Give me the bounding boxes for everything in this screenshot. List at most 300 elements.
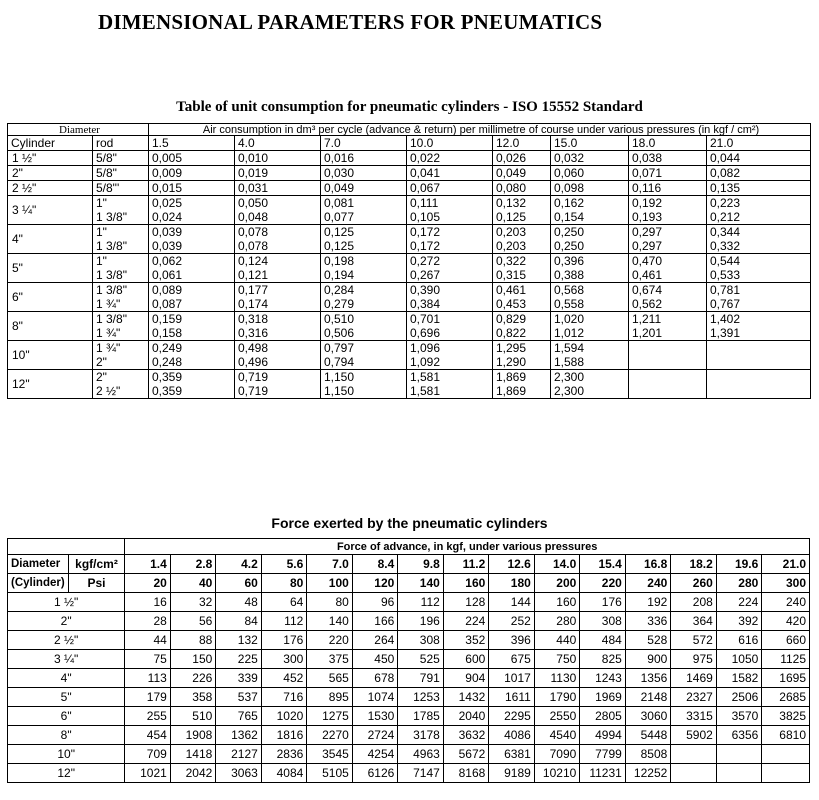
value-cell: 32 — [170, 593, 216, 612]
value-cell: 0,049 — [493, 166, 551, 181]
value-cell: 1275 — [307, 707, 353, 726]
value-cell: 0,009 — [149, 166, 235, 181]
table-row — [8, 166, 811, 181]
table-row — [8, 631, 810, 650]
table-row — [8, 355, 811, 370]
value-cell: 0,192 — [629, 196, 707, 211]
value-cell: 12252 — [625, 764, 671, 783]
value-cell: 0,701 — [407, 312, 493, 327]
value-cell: 0,172 — [407, 239, 493, 254]
cylinder-cell: 1 ½" — [8, 151, 93, 166]
value-cell: 0,044 — [707, 151, 811, 166]
value-cell: 454 — [125, 726, 171, 745]
value-cell: 0,203 — [493, 225, 551, 240]
value-cell: 0,039 — [149, 225, 235, 240]
value-cell: 1074 — [352, 688, 398, 707]
value-cell: 6810 — [762, 726, 810, 745]
psi-header: 240 — [625, 574, 671, 593]
rod-cell: 1 ¾" — [93, 341, 149, 356]
value-cell: 166 — [352, 612, 398, 631]
cylinder-cell: 2" — [8, 166, 93, 181]
value-cell: 10210 — [534, 764, 580, 783]
kgf-header: 9.8 — [398, 555, 444, 574]
value-cell: 5672 — [443, 745, 489, 764]
value-cell: 252 — [489, 612, 535, 631]
value-cell: 825 — [580, 650, 626, 669]
psi-header: 260 — [671, 574, 717, 593]
value-cell: 5105 — [307, 764, 353, 783]
diameter-header: Diameter — [8, 124, 149, 136]
value-cell: 1816 — [261, 726, 307, 745]
value-cell: 0,384 — [407, 297, 493, 312]
table-row — [8, 196, 811, 211]
table-row — [8, 384, 811, 399]
cylinder-cell: 12" — [8, 370, 93, 399]
value-cell: 1695 — [762, 669, 810, 688]
value-cell: 0,026 — [493, 151, 551, 166]
value-cell: 1243 — [580, 669, 626, 688]
value-cell: 0,049 — [321, 181, 407, 196]
value-cell: 64 — [261, 593, 307, 612]
psi-header: 40 — [170, 574, 216, 593]
value-cell: 537 — [216, 688, 262, 707]
value-cell: 0,794 — [321, 355, 407, 370]
value-cell: 0,154 — [551, 210, 629, 225]
value-cell: 0,284 — [321, 283, 407, 298]
table-row — [8, 268, 811, 283]
value-cell: 3063 — [216, 764, 262, 783]
value-cell: 1,201 — [629, 326, 707, 341]
value-cell — [716, 745, 762, 764]
value-cell: 0,071 — [629, 166, 707, 181]
table-row — [8, 181, 811, 196]
value-cell: 0,250 — [551, 225, 629, 240]
value-cell: 5448 — [625, 726, 671, 745]
value-cell: 0,078 — [235, 239, 321, 254]
value-cell: 0,025 — [149, 196, 235, 211]
value-cell: 0,016 — [321, 151, 407, 166]
value-cell: 0,132 — [493, 196, 551, 211]
value-cell: 8508 — [625, 745, 671, 764]
rod-cell: 1 ¾" — [93, 297, 149, 312]
value-cell: 0,125 — [321, 239, 407, 254]
value-cell: 8168 — [443, 764, 489, 783]
value-cell: 2550 — [534, 707, 580, 726]
value-cell: 0,396 — [551, 254, 629, 269]
value-cell: 113 — [125, 669, 171, 688]
value-cell: 224 — [716, 593, 762, 612]
value-cell: 1,588 — [551, 355, 629, 370]
value-cell: 1,150 — [321, 370, 407, 385]
value-cell: 176 — [580, 593, 626, 612]
value-cell: 4086 — [489, 726, 535, 745]
rod-cell: 1" — [93, 225, 149, 240]
value-cell: 0,174 — [235, 297, 321, 312]
value-cell: 0,125 — [493, 210, 551, 225]
value-cell: 179 — [125, 688, 171, 707]
value-cell: 375 — [307, 650, 353, 669]
value-cell: 0,005 — [149, 151, 235, 166]
value-cell: 226 — [170, 669, 216, 688]
rod-cell: 1 3/8" — [93, 268, 149, 283]
cylinder-header: Cylinder — [8, 136, 93, 151]
value-cell: 1,869 — [493, 384, 551, 399]
table-row — [8, 745, 810, 764]
value-cell: 0,060 — [551, 166, 629, 181]
cylinder-cell: 12" — [8, 764, 125, 783]
value-cell: 0,082 — [707, 166, 811, 181]
cylinder-cell: 2" — [8, 612, 125, 631]
value-cell: 0,250 — [551, 239, 629, 254]
value-cell: 0,022 — [407, 151, 493, 166]
value-cell: 484 — [580, 631, 626, 650]
value-cell: 0,297 — [629, 239, 707, 254]
value-cell: 0,078 — [235, 225, 321, 240]
value-cell: 0,316 — [235, 326, 321, 341]
value-cell: 0,030 — [321, 166, 407, 181]
value-cell: 0,322 — [493, 254, 551, 269]
kgf-header: 15.4 — [580, 555, 626, 574]
table-header-row — [8, 136, 811, 151]
psi-header: 300 — [762, 574, 810, 593]
cylinder-cell: 8" — [8, 312, 93, 341]
value-cell: 0,496 — [235, 355, 321, 370]
rod-cell: 1" — [93, 196, 149, 211]
table-header-row — [8, 539, 810, 555]
value-cell: 0,272 — [407, 254, 493, 269]
value-cell: 11231 — [580, 764, 626, 783]
value-cell: 0,089 — [149, 283, 235, 298]
value-cell: 1017 — [489, 669, 535, 688]
value-cell: 132 — [216, 631, 262, 650]
value-cell: 900 — [625, 650, 671, 669]
value-cell: 7090 — [534, 745, 580, 764]
value-cell: 339 — [216, 669, 262, 688]
value-cell — [629, 370, 707, 385]
value-cell: 0,510 — [321, 312, 407, 327]
value-cell: 1,391 — [707, 326, 811, 341]
value-cell: 0,315 — [493, 268, 551, 283]
table-header-row — [8, 124, 811, 136]
value-cell: 0,111 — [407, 196, 493, 211]
value-cell: 2327 — [671, 688, 717, 707]
value-cell: 0,125 — [321, 225, 407, 240]
value-cell: 0,050 — [235, 196, 321, 211]
value-cell: 1021 — [125, 764, 171, 783]
value-cell — [707, 341, 811, 356]
pressure-header: 1.5 — [149, 136, 235, 151]
value-cell: 716 — [261, 688, 307, 707]
value-cell: 0,031 — [235, 181, 321, 196]
pressure-header: 21.0 — [707, 136, 811, 151]
value-cell: 0,067 — [407, 181, 493, 196]
value-cell: 2685 — [762, 688, 810, 707]
value-cell: 6126 — [352, 764, 398, 783]
value-cell: 392 — [716, 612, 762, 631]
psi-header: 280 — [716, 574, 762, 593]
value-cell: 0,203 — [493, 239, 551, 254]
value-cell: 0,015 — [149, 181, 235, 196]
kgf-header: 14.0 — [534, 555, 580, 574]
cylinder-cell: 1 ½" — [8, 593, 125, 612]
value-cell: 0,719 — [235, 384, 321, 399]
value-cell: 0,533 — [707, 268, 811, 283]
value-cell: 2506 — [716, 688, 762, 707]
value-cell: 0,135 — [707, 181, 811, 196]
value-cell: 895 — [307, 688, 353, 707]
table-row — [8, 297, 811, 312]
value-cell: 3060 — [625, 707, 671, 726]
value-cell: 5902 — [671, 726, 717, 745]
value-cell: 440 — [534, 631, 580, 650]
value-cell: 0,198 — [321, 254, 407, 269]
value-cell: 750 — [534, 650, 580, 669]
value-cell: 280 — [534, 612, 580, 631]
value-cell: 1418 — [170, 745, 216, 764]
value-cell: 450 — [352, 650, 398, 669]
psi-header: 120 — [352, 574, 398, 593]
value-cell: 1,869 — [493, 370, 551, 385]
value-cell: 1,150 — [321, 384, 407, 399]
value-cell — [716, 764, 762, 783]
value-cell — [629, 355, 707, 370]
value-cell: 765 — [216, 707, 262, 726]
cylinder-cell: 6" — [8, 283, 93, 312]
table-row — [8, 326, 811, 341]
value-cell: 128 — [443, 593, 489, 612]
value-cell: 300 — [261, 650, 307, 669]
value-cell: 2127 — [216, 745, 262, 764]
value-cell: 0,781 — [707, 283, 811, 298]
value-cell: 0,124 — [235, 254, 321, 269]
value-cell: 0,039 — [149, 239, 235, 254]
value-cell: 660 — [762, 631, 810, 650]
table-header-row — [8, 555, 810, 574]
value-cell: 1,594 — [551, 341, 629, 356]
psi-header: 160 — [443, 574, 489, 593]
value-cell: 1,581 — [407, 384, 493, 399]
value-cell: 96 — [352, 593, 398, 612]
value-cell: 2042 — [170, 764, 216, 783]
value-cell: 1,096 — [407, 341, 493, 356]
value-cell: 0,544 — [707, 254, 811, 269]
table-row — [8, 151, 811, 166]
value-cell: 2295 — [489, 707, 535, 726]
value-cell: 1,295 — [493, 341, 551, 356]
value-cell: 0,332 — [707, 239, 811, 254]
value-cell: 220 — [307, 631, 353, 650]
value-cell: 1432 — [443, 688, 489, 707]
value-cell: 0,077 — [321, 210, 407, 225]
value-cell: 196 — [398, 612, 444, 631]
value-cell: 160 — [534, 593, 580, 612]
value-cell: 1050 — [716, 650, 762, 669]
value-cell: 0,162 — [551, 196, 629, 211]
value-cell: 1908 — [170, 726, 216, 745]
value-cell: 0,453 — [493, 297, 551, 312]
rod-cell: 1 ¾" — [93, 326, 149, 341]
value-cell: 6356 — [716, 726, 762, 745]
value-cell: 675 — [489, 650, 535, 669]
value-cell — [762, 745, 810, 764]
psi-header: 140 — [398, 574, 444, 593]
value-cell: 176 — [261, 631, 307, 650]
psi-header: 20 — [125, 574, 171, 593]
cylinder-cell: 3 ¼" — [8, 650, 125, 669]
value-cell — [707, 384, 811, 399]
value-cell: 192 — [625, 593, 671, 612]
value-cell: 1469 — [671, 669, 717, 688]
kgf-header: 12.6 — [489, 555, 535, 574]
value-cell: 510 — [170, 707, 216, 726]
value-cell: 904 — [443, 669, 489, 688]
value-cell: 1125 — [762, 650, 810, 669]
value-cell: 0,223 — [707, 196, 811, 211]
value-cell: 3315 — [671, 707, 717, 726]
value-cell: 0,116 — [629, 181, 707, 196]
value-cell: 0,267 — [407, 268, 493, 283]
value-cell: 4254 — [352, 745, 398, 764]
value-cell: 4084 — [261, 764, 307, 783]
value-cell: 80 — [307, 593, 353, 612]
value-cell: 1,012 — [551, 326, 629, 341]
force-table-title: Force exerted by the pneumatic cylinders — [271, 515, 548, 531]
value-cell — [671, 745, 717, 764]
value-cell: 1611 — [489, 688, 535, 707]
cylinder-cell: 5" — [8, 254, 93, 283]
value-cell: 7147 — [398, 764, 444, 783]
value-cell — [707, 355, 811, 370]
value-cell: 0,696 — [407, 326, 493, 341]
value-cell: 308 — [580, 612, 626, 631]
psi-header: 100 — [307, 574, 353, 593]
value-cell: 48 — [216, 593, 262, 612]
value-cell: 0,019 — [235, 166, 321, 181]
value-cell: 0,390 — [407, 283, 493, 298]
value-cell: 1,290 — [493, 355, 551, 370]
value-cell: 0,359 — [149, 370, 235, 385]
table-row — [8, 370, 811, 385]
value-cell: 1020 — [261, 707, 307, 726]
value-cell: 0,767 — [707, 297, 811, 312]
value-cell — [629, 384, 707, 399]
rod-header: rod — [93, 136, 149, 151]
value-cell: 255 — [125, 707, 171, 726]
value-cell: 396 — [489, 631, 535, 650]
value-cell: 4963 — [398, 745, 444, 764]
value-cell: 2,300 — [551, 370, 629, 385]
value-cell — [671, 764, 717, 783]
consumption-table-title: Table of unit consumption for pneumatic cylinders - ISO 15552 Standard — [176, 99, 643, 115]
value-cell: 0,024 — [149, 210, 235, 225]
rod-cell: 1" — [93, 254, 149, 269]
value-cell: 112 — [398, 593, 444, 612]
value-cell: 0,297 — [629, 225, 707, 240]
value-cell: 358 — [170, 688, 216, 707]
psi-header: 60 — [216, 574, 262, 593]
value-cell: 2148 — [625, 688, 671, 707]
value-cell: 0,829 — [493, 312, 551, 327]
value-cell: 6381 — [489, 745, 535, 764]
value-cell: 208 — [671, 593, 717, 612]
value-cell: 0,177 — [235, 283, 321, 298]
value-cell — [762, 764, 810, 783]
force-table — [7, 538, 810, 783]
value-cell: 4994 — [580, 726, 626, 745]
value-cell: 0,041 — [407, 166, 493, 181]
pressure-header: 18.0 — [629, 136, 707, 151]
page-title: DIMENSIONAL PARAMETERS FOR PNEUMATICS — [98, 10, 603, 34]
value-cell: 150 — [170, 650, 216, 669]
value-cell: 1969 — [580, 688, 626, 707]
value-cell: 0,081 — [321, 196, 407, 211]
value-cell: 75 — [125, 650, 171, 669]
table-row — [8, 612, 810, 631]
value-cell: 0,032 — [551, 151, 629, 166]
cylinder-cell: 4" — [8, 225, 93, 254]
value-cell: 0,080 — [493, 181, 551, 196]
value-cell: 1,092 — [407, 355, 493, 370]
rod-cell: 1 3/8" — [93, 283, 149, 298]
value-cell: 0,158 — [149, 326, 235, 341]
psi-header: 220 — [580, 574, 626, 593]
value-cell: 2270 — [307, 726, 353, 745]
value-cell: 0,719 — [235, 370, 321, 385]
psi-header: 180 — [489, 574, 535, 593]
value-cell: 9189 — [489, 764, 535, 783]
kgf-header: 8.4 — [352, 555, 398, 574]
value-cell: 2040 — [443, 707, 489, 726]
value-cell: 56 — [170, 612, 216, 631]
value-cell: 565 — [307, 669, 353, 688]
value-cell: 0,248 — [149, 355, 235, 370]
kgf-header: 18.2 — [671, 555, 717, 574]
rod-cell: 2 ½" — [93, 384, 149, 399]
value-cell: 1582 — [716, 669, 762, 688]
table-row — [8, 764, 810, 783]
rod-cell: 5/8" — [93, 151, 149, 166]
value-cell: 791 — [398, 669, 444, 688]
pressure-header: 7.0 — [321, 136, 407, 151]
value-cell: 0,249 — [149, 341, 235, 356]
cylinder-header: (Cylinder) — [8, 574, 69, 593]
value-cell: 3632 — [443, 726, 489, 745]
value-cell: 616 — [716, 631, 762, 650]
value-cell: 528 — [625, 631, 671, 650]
kgf-header: 4.2 — [216, 555, 262, 574]
value-cell: 0,797 — [321, 341, 407, 356]
value-cell: 0,038 — [629, 151, 707, 166]
value-cell: 0,105 — [407, 210, 493, 225]
force-subheader: Force of advance, in kgf, under various pressures — [125, 539, 810, 555]
kgf-header: 7.0 — [307, 555, 353, 574]
value-cell: 224 — [443, 612, 489, 631]
kgf-header: 19.6 — [716, 555, 762, 574]
value-cell: 0,674 — [629, 283, 707, 298]
value-cell: 4540 — [534, 726, 580, 745]
table-row — [8, 210, 811, 225]
kgf-unit-header: kgf/cm² — [68, 555, 125, 574]
value-cell: 264 — [352, 631, 398, 650]
pressure-header: 15.0 — [551, 136, 629, 151]
value-cell: 1785 — [398, 707, 444, 726]
value-cell: 28 — [125, 612, 171, 631]
cylinder-cell: 10" — [8, 341, 93, 370]
table-row — [8, 707, 810, 726]
value-cell: 572 — [671, 631, 717, 650]
consumption-table — [7, 123, 811, 399]
value-cell: 1,581 — [407, 370, 493, 385]
